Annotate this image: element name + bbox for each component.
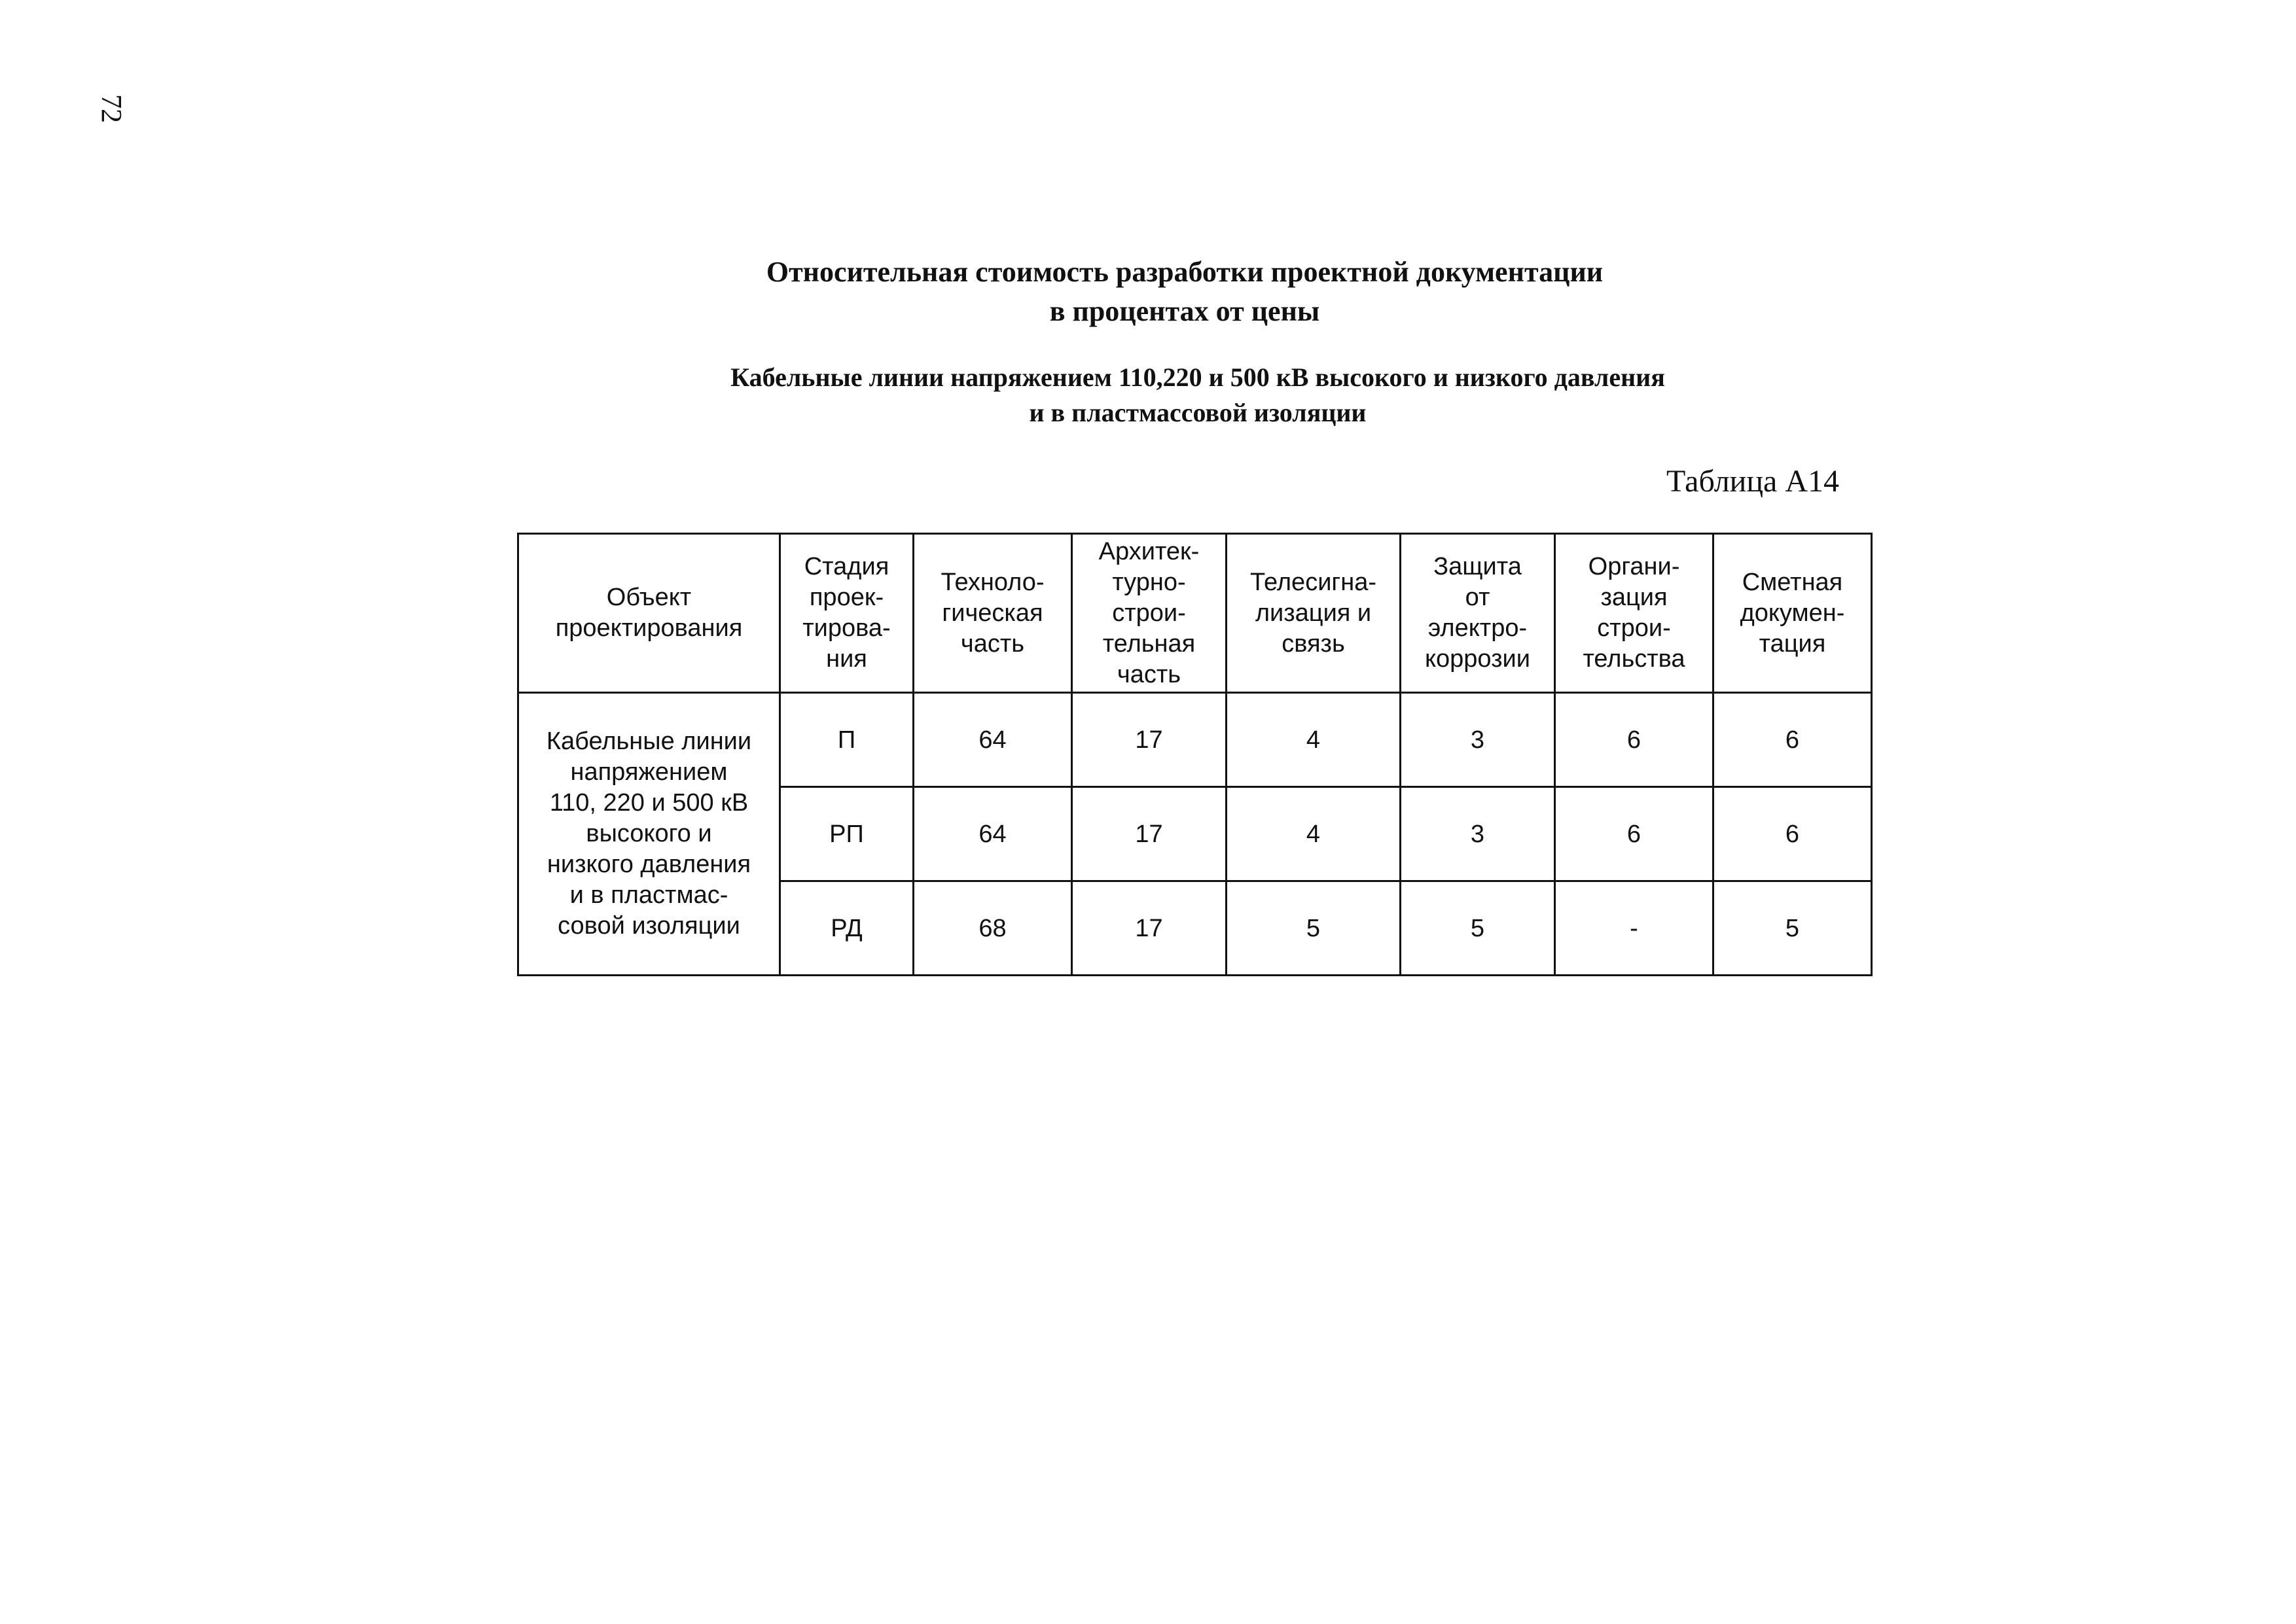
header-architectural: Архитек- турно- строи- тельная часть	[1072, 534, 1227, 693]
value-cell: 5	[1401, 881, 1555, 976]
value-cell: 4	[1227, 787, 1401, 881]
value-cell: 6	[1555, 787, 1713, 881]
header-technological: Техноло- гическая часть	[914, 534, 1072, 693]
header-estimate: Сметная докумен- тация	[1713, 534, 1872, 693]
header-row	[518, 534, 1872, 693]
value-cell: -	[1555, 881, 1713, 976]
value-cell: 17	[1072, 787, 1227, 881]
page-number: 72	[96, 94, 128, 123]
document-subtitle: Кабельные линии напряжением 110,220 и 500 кВ высокого и низкого давления и в пластмассовой изоляции	[730, 362, 1665, 427]
document-title: Относительная стоимость разработки проектной документации в процентах от цены	[766, 256, 1604, 327]
value-cell: 17	[1072, 693, 1227, 787]
value-cell: 4	[1227, 693, 1401, 787]
stage-cell: П	[780, 693, 914, 787]
object-cell: Кабельные линии напряжением 110, 220 и 500 кВ высокого и низкого давления и в пластмас- совой изоляции	[518, 693, 780, 976]
value-cell: 6	[1555, 693, 1713, 787]
value-cell: 6	[1713, 693, 1872, 787]
value-cell: 5	[1227, 881, 1401, 976]
value-cell: 3	[1401, 693, 1555, 787]
header-telesignaling: Телесигна- лизация и связь	[1227, 534, 1401, 693]
header-stage: Стадия проек- тирова- ния	[780, 534, 914, 693]
cost-table	[517, 533, 1873, 976]
header-object: Объект проектирования	[518, 534, 780, 693]
header-construction-organization: Органи- зация строи- тельства	[1555, 534, 1713, 693]
value-cell: 6	[1713, 787, 1872, 881]
value-cell: 5	[1713, 881, 1872, 976]
value-cell: 17	[1072, 881, 1227, 976]
table-row	[518, 693, 1872, 787]
value-cell: 64	[914, 693, 1072, 787]
table-label: Таблица А14	[1666, 464, 1839, 499]
value-cell: 3	[1401, 787, 1555, 881]
header-corrosion-protection: Защита от электро- коррозии	[1401, 534, 1555, 693]
value-cell: 68	[914, 881, 1072, 976]
stage-cell: РД	[780, 881, 914, 976]
value-cell: 64	[914, 787, 1072, 881]
stage-cell: РП	[780, 787, 914, 881]
